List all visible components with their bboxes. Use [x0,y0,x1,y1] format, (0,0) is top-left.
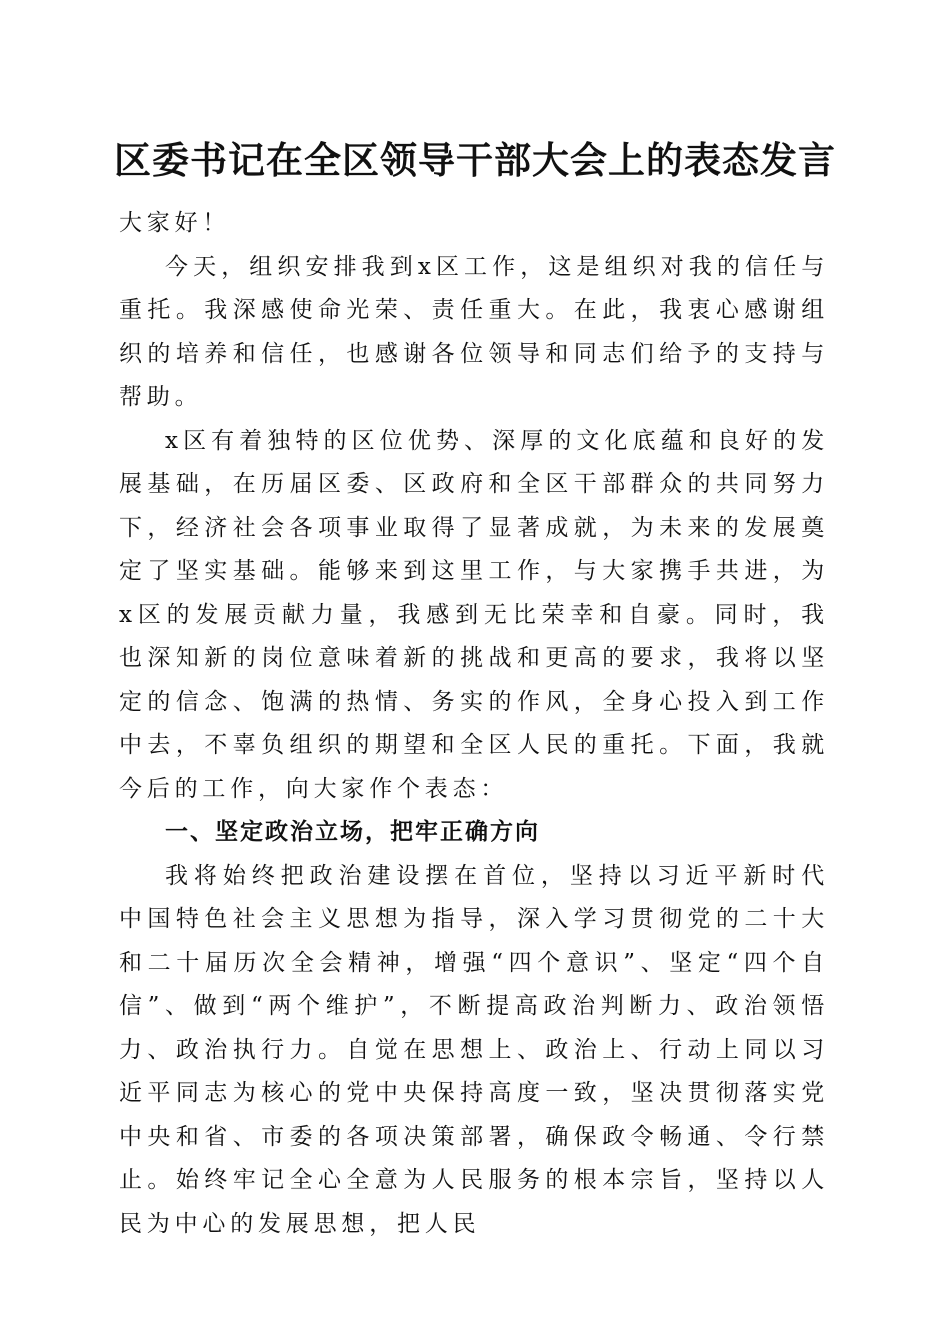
section-1-paragraph: 我将始终把政治建设摆在首位，坚持以习近平新时代中国特色社会主义思想为指导，深入学习贯彻党的二十大和二十届历次全会精神，增强“四个意识”、坚定“四个自信”、做到“两个维护”，不断提高政治判断力、政治领悟力、政治执行力。自觉在思想上、政治上、行动上同以习近平同志为核心的党中央保持高度一致，坚决贯彻落实党中央和省、市委的各项决策部署，确保政令畅通、令行禁止。始终牢记全心全意为人民服务的根本宗旨，坚持以人民为中心的发展思想，把人民 [119,862,829,1237]
section-heading-1: 一、坚定政治立场，把牢正确方向 [165,819,540,845]
document-title: 区委书记在全区领导干部大会上的表态发言 [114,138,836,182]
paragraph-intro: 今天，组织安排我到x区工作，这是组织对我的信任与重托。我深感使命光荣、责任重大。在此，我衷心感谢组织的培养和信任，也感谢各位领导和同志们给予的支持与帮助。 [119,253,829,410]
document-body [119,202,829,1246]
salutation: 大家好！ [119,210,231,236]
paragraph-district: x区有着独特的区位优势、深厚的文化底蕴和良好的发展基础，在历届区委、区政府和全区干部群众的共同努力下，经济社会各项事业取得了显著成就，为未来的发展奠定了坚实基础。能够来到这里工作，与大家携手共进，为x区的发展贡献力量，我感到无比荣幸和自豪。同时，我也深知新的岗位意味着新的挑战和更高的要求，我将以坚定的信念、饱满的热情、务实的作风，全身心投入到工作中去，不辜负组织的期望和全区人民的重托。下面，我就今后的工作，向大家作个表态： [119,427,829,802]
